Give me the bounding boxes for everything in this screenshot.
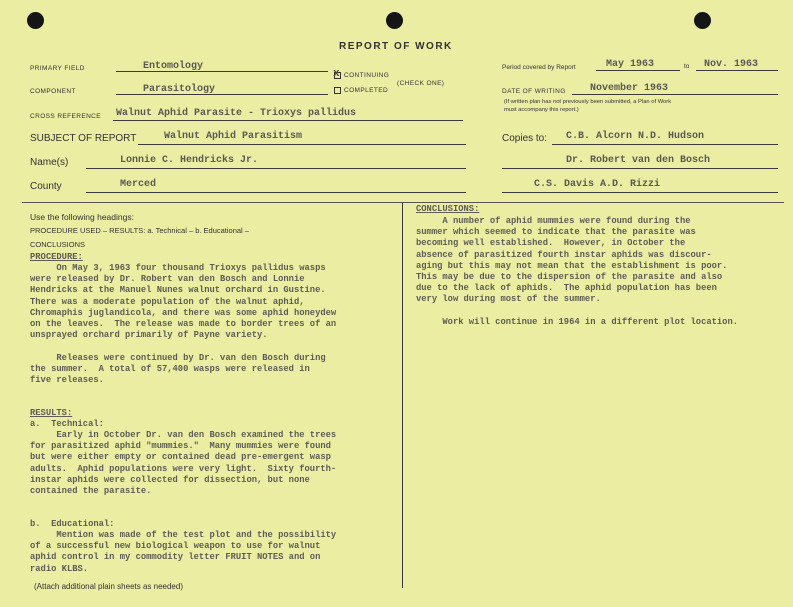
report-title: REPORT OF WORK <box>339 41 453 52</box>
results-heading: RESULTS: <box>30 408 73 418</box>
completed-label: COMPLETED <box>344 87 389 94</box>
date-of-writing-value: November 1963 <box>590 83 669 94</box>
component-label: COMPONENT <box>30 88 76 95</box>
technical-heading: a. Technical: <box>30 419 104 429</box>
check-one-label: (CHECK ONE) <box>397 80 445 87</box>
cross-reference-label: CROSS REFERENCE <box>30 113 102 120</box>
plan-note-line1: (If written plan has not previously been submitted, a Plan of Work <box>504 99 672 105</box>
instructions-line3: CONCLUSIONS <box>30 240 86 249</box>
period-label: Period covered by Report <box>502 64 576 71</box>
punch-hole <box>386 12 403 29</box>
educational-text: Mention was made of the test plot and the possibility of a successful new biological weapon to use for walnut aphid control in my commodity letter FRUIT NOTES and on radio KLBS. <box>30 530 337 574</box>
instructions-line2: PROCEDURE USED – RESULTS: a. Technical – b. Educational – <box>30 226 249 235</box>
technical-text: Early in October Dr. van den Bosch examined the trees for parasitized aphid "mummies." Many mummies were found but were either empty or contained dead pre-emergent wasp adults. Aphid populations were very light. Sixty fourth- instar aphids were collected for dissection, but none contained the parasite. <box>30 430 337 497</box>
copies-line-1: C.B. Alcorn N.D. Hudson <box>566 131 705 142</box>
checkbox-mark: x <box>333 68 340 80</box>
completed-checkbox[interactable] <box>334 87 341 94</box>
period-to-value: Nov. 1963 <box>704 59 759 70</box>
copies-line-2: Dr. Robert van den Bosch <box>566 155 711 166</box>
procedure-heading: PROCEDURE: <box>30 252 83 262</box>
date-of-writing-label: DATE OF WRITING <box>502 88 566 95</box>
educational-heading: b. Educational: <box>30 519 115 529</box>
subject-label: SUBJECT OF REPORT <box>30 133 137 144</box>
component-value: Parasitology <box>143 84 216 95</box>
conclusions-heading: CONCLUSIONS: <box>416 204 480 214</box>
names-value: Lonnie C. Hendricks Jr. <box>120 155 259 166</box>
instructions-line1: Use the following headings: <box>30 212 134 222</box>
primary-field-label: PRIMARY FIELD <box>30 65 85 72</box>
county-label: County <box>30 181 62 192</box>
county-value: Merced <box>120 179 157 190</box>
punch-hole <box>694 12 711 29</box>
copies-label: Copies to: <box>502 133 548 144</box>
period-from-value: May 1963 <box>606 59 655 70</box>
attach-note: (Attach additional plain sheets as needed) <box>34 582 183 591</box>
conclusions-text: A number of aphid mummies were found during the summer which seemed to indicate that the parasite was becoming well established. However, in October the absence of parasitized fourth instar aphids was discour- aging but this may not mean that the establishment is poor. This may be due to the dispersion of the parasite and also due to the lack of aphids. The aphid population has been very low during most of the summer. Work will continue in 1964 in a different plot location. <box>416 216 739 327</box>
copies-line-3: C.S. Davis A.D. Rizzi <box>534 179 661 190</box>
subject-value: Walnut Aphid Parasitism <box>164 131 303 142</box>
names-label: Name(s) <box>30 157 69 168</box>
procedure-text: On May 3, 1963 four thousand Trioxys pallidus wasps were released by Dr. Robert van den Bosch and Lonnie Hendricks at the Manuel Nunes walnut orchard in Gustine. There was a moderate population of the walnut aphid, Chromaphis juglandicola, and there was some aphid honeydew on the leaves. The release was made to border trees of an unsprayed orchard primarily of Payne variety. Releases were continued by Dr. van den Bosch during the summer. A total of 57,400 wasps were released in five releases. <box>30 263 337 386</box>
plan-note-line2: must accompany this report.) <box>504 107 579 113</box>
primary-field-value: Entomology <box>143 61 204 72</box>
punch-hole <box>27 12 44 29</box>
cross-reference-value: Walnut Aphid Parasite - Trioxys pallidus <box>116 108 357 119</box>
continuing-label: CONTINUING <box>344 72 390 79</box>
period-to-label: to <box>684 63 690 70</box>
